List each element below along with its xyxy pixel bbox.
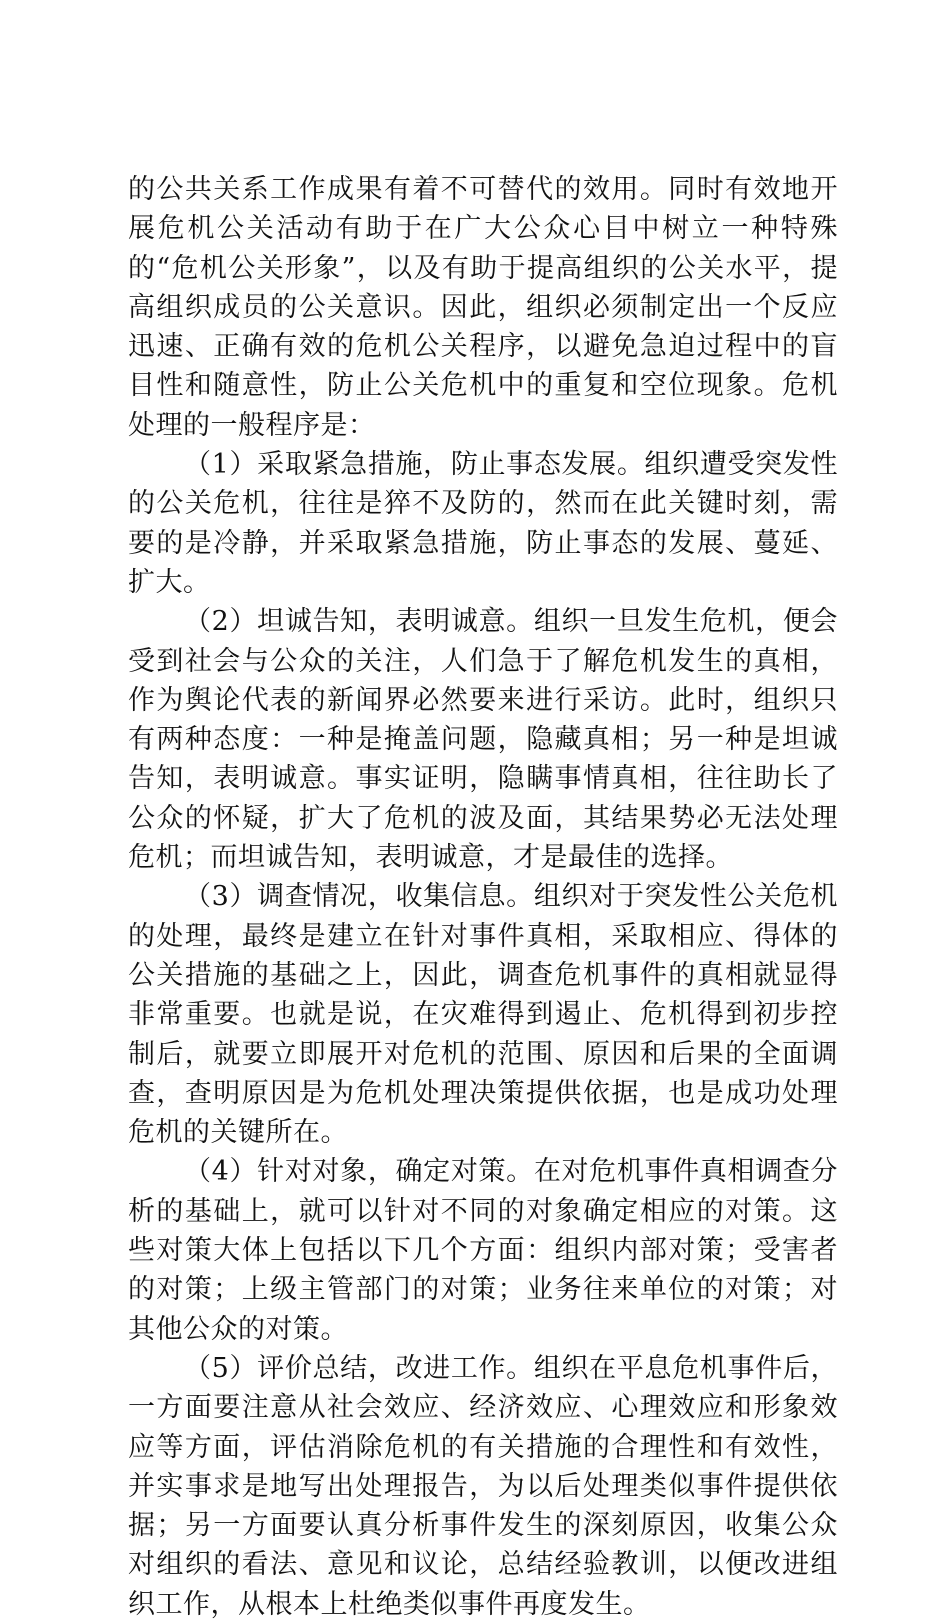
document-body xyxy=(128,170,838,1624)
paragraph-intro: 的公共关系工作成果有着不可替代的效用。同时有效地开展危机公关活动有助于在广大公众心目中树立一种特殊的“危机公关形象”，以及有助于提高组织的公关水平，提高组织成员的公关意识。因此，组织必须制定出一个反应迅速、正确有效的危机公关程序，以避免急迫过程中的盲目性和随意性，防止公关危机中的重复和空位现象。危机处理的一般程序是： xyxy=(128,174,838,441)
paragraph-step-1: （1）采取紧急措施，防止事态发展。组织遭受突发性的公关危机，往往是猝不及防的，然而在此关键时刻，需要的是冷静，并采取紧急措施，防止事态的发展、蔓延、扩大。 xyxy=(128,449,838,598)
paragraph-step-5: （5）评价总结，改进工作。组织在平息危机事件后，一方面要注意从社会效应、经济效应、心理效应和形象效应等方面，评估消除危机的有关措施的合理性和有效性，并实事求是地写出处理报告，为以后处理类似事件提供依据；另一方面要认真分析事件发生的深刻原因，收集公众对组织的看法、意见和议论，总结经验教训，以便改进组织工作，从根本上杜绝类似事件再度发生。 xyxy=(128,1352,838,1620)
paragraph-step-2: （2）坦诚告知，表明诚意。组织一旦发生危机，便会受到社会与公众的关注，人们急于了解危机发生的真相，作为舆论代表的新闻界必然要来进行采访。此时，组织只有两种态度：一种是掩盖问题，隐藏真相；另一种是坦诚告知，表明诚意。事实证明，隐瞒事情真相，往往助长了公众的怀疑，扩大了危机的波及面，其结果势必无法处理危机；而坦诚告知，表明诚意，才是最佳的选择。 xyxy=(128,606,838,874)
paragraph-step-4: （4）针对对象，确定对策。在对危机事件真相调查分析的基础上，就可以针对不同的对象确定相应的对策。这些对策大体上包括以下几个方面：组织内部对策；受害者的对策；上级主管部门的对策；业务往来单位的对策；对其他公众的对策。 xyxy=(128,1156,838,1345)
paragraph-step-3: （3）调查情况，收集信息。组织对于突发性公关危机的处理，最终是建立在针对事件真相，采取相应、得体的公关措施的基础之上，因此，调查危机事件的真相就显得非常重要。也就是说，在灾难得到遏止、危机得到初步控制后，就要立即展开对危机的范围、原因和后果的全面调查，查明原因是为危机处理决策提供依据，也是成功处理危机的关键所在。 xyxy=(128,881,838,1149)
